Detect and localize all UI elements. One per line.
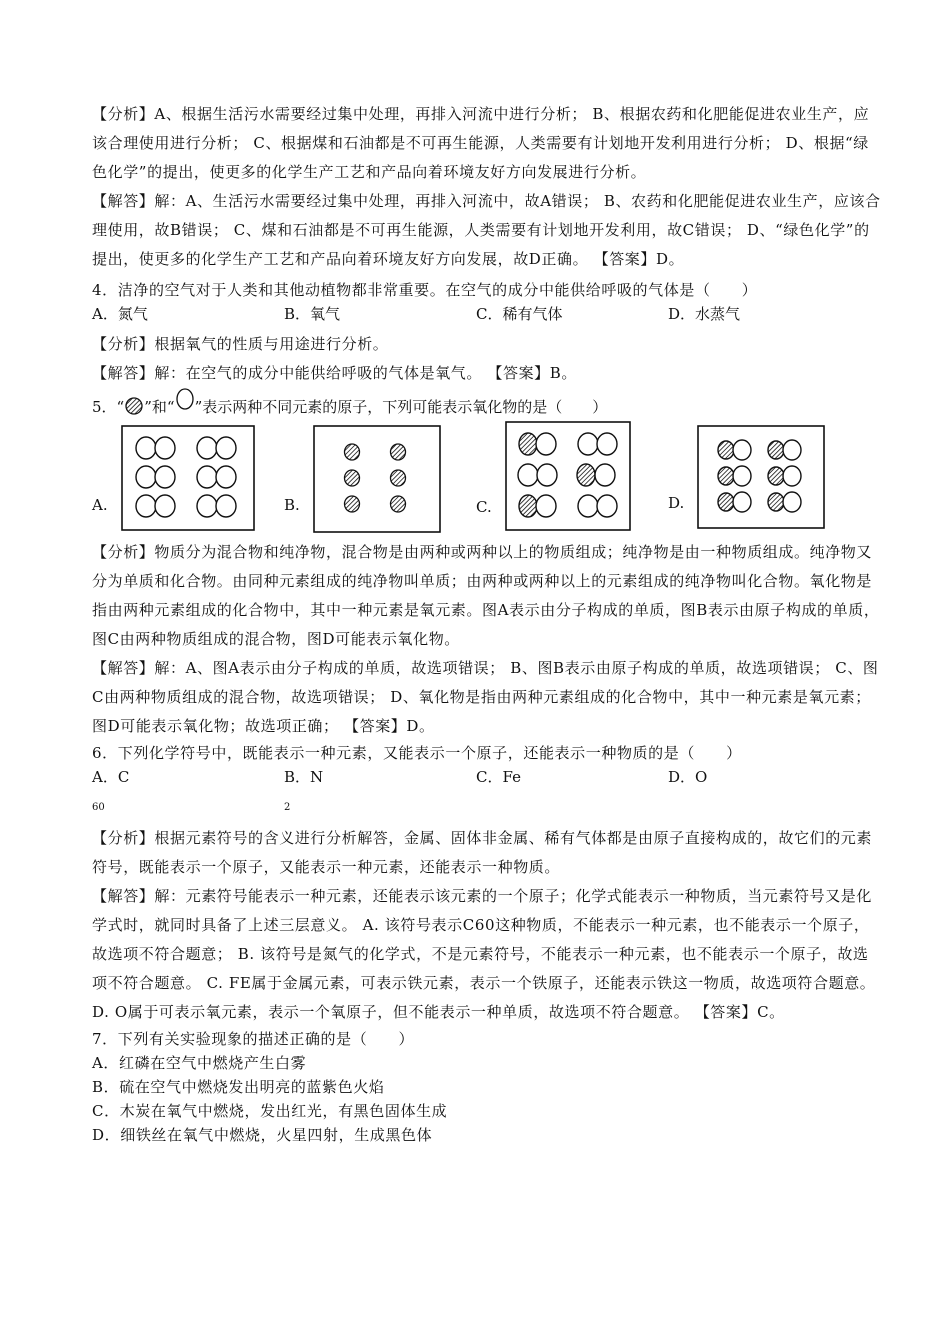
q4-answer: 【解答】解：在空气的成分中能供给呼吸的气体是氧气。 【答案】B。	[92, 364, 577, 382]
atom	[733, 440, 751, 460]
q6-option-b-text: B．N	[284, 768, 324, 786]
atom	[197, 466, 217, 488]
q6-option-a-text: A．C	[92, 768, 130, 786]
atom	[733, 492, 751, 512]
q6-option-a	[92, 765, 284, 820]
atom	[783, 466, 801, 486]
atom	[155, 466, 175, 488]
atom	[577, 464, 595, 486]
atom	[718, 441, 734, 459]
q4-option-c: C．稀有气体	[476, 305, 563, 323]
q5-analysis: 【分析】物质分为混合物和纯净物，混合物是由两种或两种以上的物质组成；纯净物是由一种物质组成。纯净物又分为单质和化合物。由同种元素组成的纯净物叫单质；由两种或两种以上的元素组成的纯净物叫化合物。氧化物是指由两种元素组成的化合物中，其中一种元素是氧元素。图A表示由分子构成的单质，图B表示由原子构成的单质，图C由两种物质组成的混合物，图D可能表示氧化物。	[92, 543, 880, 648]
q5-label-c: C.	[476, 498, 492, 516]
atom	[216, 466, 236, 488]
q5-stem-rest: ”表示两种不同元素的原子，下列可能表示氧化物的是（ ）	[194, 398, 608, 416]
q6-options	[92, 765, 882, 820]
atom	[136, 495, 156, 517]
atom	[578, 495, 598, 517]
q7-stem: 7．下列有关实验现象的描述正确的是（ ）	[92, 1030, 415, 1048]
atom	[595, 464, 615, 486]
q5-stem	[92, 388, 882, 424]
atom	[783, 492, 801, 512]
atom	[216, 495, 236, 517]
q6-option-b-sub: 2	[284, 802, 291, 813]
q6-answer: 【解答】解：元素符号能表示一种元素，还能表示该元素的一个原子；化学式能表示一种物质，当元素符号又是化学式时，就同时具备了上述三层意义。 A. 该符号表示C60这种物质，不能表示一种元素，也不能表示一个原子，故选项不符合题意； B. 该符号是氮气的化学式，不是元素符号，不能表示一种元素，也不能表示一个原子，故选项不符合题意。 C. FE属于金属元素，可表示铁元素，表示一个铁原子，还能表示铁这一物质，故选项符合题意。 D. O属于可表示氧元素，表示一个氧原子，但不能表示一种单质，故选项不符合题意。 【答案】C。	[92, 887, 876, 1021]
q5-figure-a	[120, 424, 256, 532]
q6-stem: 6．下列化学符号中，既能表示一种元素，又能表示一个原子，还能表示一种物质的是（ ）	[92, 744, 742, 762]
q7-option-a: A．红磷在空气中燃烧产生白雾	[92, 1054, 307, 1072]
q5-figure-row	[92, 424, 882, 534]
q4-option-a: A．氮气	[92, 305, 148, 323]
atom	[536, 433, 556, 455]
atom	[768, 441, 784, 459]
document-page	[92, 100, 882, 1147]
q5-figure-d	[696, 424, 826, 530]
atom	[345, 470, 360, 486]
atom	[783, 440, 801, 460]
atom	[391, 496, 406, 512]
atom	[578, 433, 598, 455]
q4-analysis: 【分析】根据氧气的性质与用途进行分析。	[92, 335, 389, 353]
atom	[519, 433, 537, 455]
atom	[718, 467, 734, 485]
q4-stem: 4．洁净的空气对于人类和其他动植物都非常重要。在空气的成分中能供给呼吸的气体是（ ）	[92, 281, 758, 299]
q3-answer: 【解答】解：A、生活污水需要经过集中处理，再排入河流中，故A错误； B、农药和化肥能促进农业生产，应该合理使用，故B错误； C、煤和石油都是不可再生能源，人类需要有计划地开发利用，故C错误； D、“绿色化学”的提出，使更多的化学生产工艺和产品向着环境友好方向发展，故D正确。 【答案】D。	[92, 192, 881, 268]
q5-label-d: D.	[668, 494, 685, 512]
atom	[536, 495, 556, 517]
q6-analysis: 【分析】根据元素符号的含义进行分析解答，金属、固体非金属、稀有气体都是由原子直接构成的，故它们的元素符号，既能表示一个原子，又能表示一种元素，还能表示一种物质。	[92, 829, 873, 876]
atom	[733, 466, 751, 486]
atom	[136, 437, 156, 459]
atom	[345, 496, 360, 512]
atom	[391, 470, 406, 486]
atom	[197, 437, 217, 459]
atom	[155, 437, 175, 459]
atom	[597, 495, 617, 517]
hatched-atom-icon	[124, 397, 144, 415]
q6-option-a-sub: 60	[92, 802, 105, 813]
q4-option-b: B．氧气	[284, 305, 341, 323]
atom	[768, 467, 784, 485]
q4-option-d: D．水蒸气	[668, 305, 741, 323]
q4-options	[92, 302, 882, 326]
atom	[518, 464, 538, 486]
q5-number: 5．	[92, 398, 117, 416]
q5-answer: 【解答】解：A、图A表示由分子构成的单质，故选项错误； B、图B表示由原子构成的单质，故选项错误； C、图C由两种物质组成的混合物，故选项错误； D、氧化物是指由两种元素组成的化合物中，其中一种元素是氧元素；图D可能表示氧化物；故选项正确； 【答案】D。	[92, 659, 879, 735]
atom	[136, 466, 156, 488]
q5-stem-mid: ”和“	[144, 398, 175, 416]
atom	[718, 493, 734, 511]
q6-option-c: C．Fe	[476, 768, 521, 786]
atom	[155, 495, 175, 517]
q3-analysis: 【分析】A、根据生活污水需要经过集中处理，再排入河流中进行分析； B、根据农药和化肥能促进农业生产，应该合理使用进行分析； C、根据煤和石油都是不可再生能源，人类需要有计划地开发利用进行分析； D、根据“绿色化学”的提出，使更多的化学生产工艺和产品向着环境友好方向发展进行分析。	[92, 105, 870, 181]
atom	[345, 444, 360, 460]
open-atom-icon	[175, 388, 195, 412]
q6-option-b	[284, 765, 476, 820]
atom	[197, 495, 217, 517]
q5-label-a: A.	[92, 496, 108, 514]
q7-option-c: C．木炭在氧气中燃烧，发出红光，有黑色固体生成	[92, 1102, 448, 1120]
q7-option-b: B．硫在空气中燃烧发出明亮的蓝紫色火焰	[92, 1078, 385, 1096]
atom	[597, 433, 617, 455]
atom	[768, 493, 784, 511]
q7-option-d: D．细铁丝在氧气中燃烧，火星四射，生成黑色体	[92, 1126, 433, 1144]
atom	[519, 495, 537, 517]
q6-option-d: D．O	[668, 768, 708, 786]
atom	[391, 444, 406, 460]
q5-figure-b	[312, 424, 442, 534]
q5-quote-open: “	[116, 398, 125, 416]
q5-figure-c	[504, 420, 632, 532]
atom	[537, 464, 557, 486]
q5-label-b: B.	[284, 496, 300, 514]
atom	[216, 437, 236, 459]
